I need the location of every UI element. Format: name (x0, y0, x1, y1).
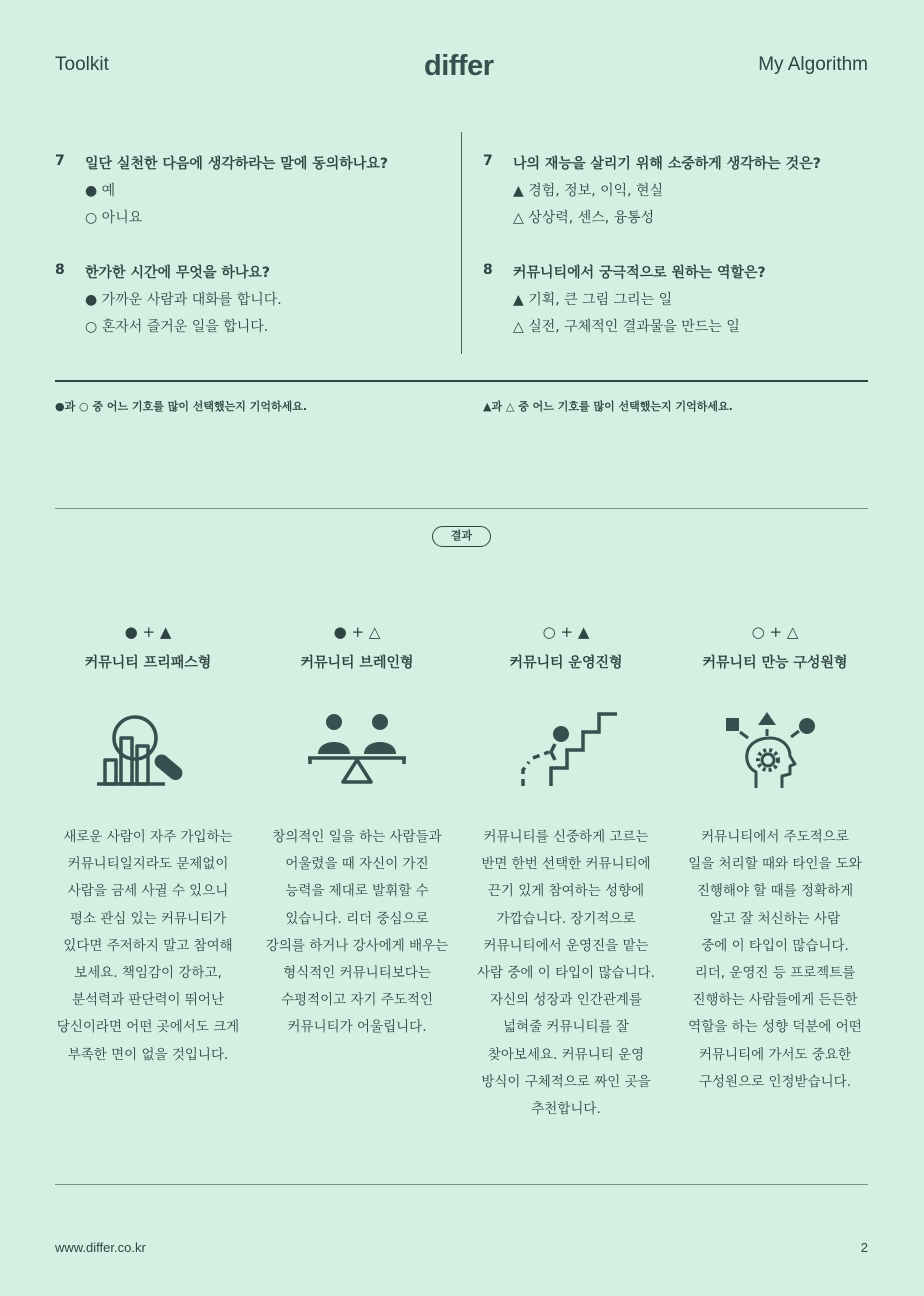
note-circles: ●과 ○ 중 어느 기호를 많이 선택했는지 기억하세요. (55, 400, 308, 413)
option-filled-triangle: ▲ 기획, 큰 그림 그리는 일 (513, 292, 673, 308)
result-description: 새로운 사람이 자주 가입하는 커뮤니티일지라도 문제없이 사람을 금세 사귈 수 있으니 평소 관심 있는 커뮤니티가 있다면 주저하지 말고 참여해 보세요. 책임감이 강하고, 분석력과 판단력이 뛰어난 당신이라면 어떤 곳에서도 크게 부족한 면이 없을 것입니다. (56, 829, 240, 1063)
footer-url[interactable]: www.differ.co.kr (55, 1240, 146, 1255)
result-title: 커뮤니티 브레인형 (300, 655, 414, 671)
people-balance-icon (302, 712, 412, 792)
result-description: 커뮤니티를 신중하게 고르는 반면 한번 선택한 커뮤니티에 끈기 있게 참여하는 성향에 가깝습니다. 장기적으로 커뮤니티에서 운영진을 맡는 사람 중에 이 타입이 많습니다. 자신의 성장과 인간관계를 넓혀줄 커뮤니티를 잘 찾아보세요. 커뮤니티 운영 방식이 구체적으로 짜인 곳을 추천합니다. (477, 829, 655, 1118)
question-right-7 (483, 153, 883, 233)
option-filled-circle: ● 가까운 사람과 대화를 합니다. (85, 292, 282, 308)
question-number: 7 (483, 153, 493, 169)
result-symbols: ● + ▲ (124, 623, 172, 641)
option-empty-triangle: △ 상상력, 센스, 융통성 (513, 210, 655, 226)
stairs-climber-icon (511, 712, 621, 792)
option-empty-triangle: △ 실전, 구체적인 결과물을 만드는 일 (513, 319, 740, 335)
result-divider (55, 508, 868, 509)
head-gear-shapes-icon (720, 712, 830, 792)
header-my-algorithm: My Algorithm (758, 54, 868, 75)
result-label: 결과 (432, 526, 491, 547)
result-symbols: ○ + △ (751, 623, 799, 641)
question-left-8 (55, 262, 455, 342)
option-filled-triangle: ▲ 경험, 정보, 이익, 현실 (513, 183, 664, 199)
option-yes: ● 예 (85, 183, 116, 199)
option-empty-circle: ○ 혼자서 즐거운 일을 합니다. (85, 319, 269, 335)
result-all-round (672, 620, 878, 1096)
question-text: 커뮤니티에서 궁극적으로 원하는 역할은? (513, 265, 766, 281)
result-title: 커뮤니티 프리패스형 (84, 655, 212, 671)
question-number: 8 (483, 262, 493, 278)
column-divider (461, 132, 462, 354)
result-description: 커뮤니티에서 주도적으로 일을 처리할 때와 타인을 도와 진행해야 할 때를 정확하게 알고 잘 처신하는 사람 중에 이 타입이 많습니다. 리더, 운영진 등 프로젝트를 진행하는 사람들에게 든든한 역할을 하는 성향 덕분에 어떤 커뮤니티에 가서도 중요한 구성원으로 인정받습니다. (688, 829, 862, 1090)
result-symbols: ● + △ (333, 623, 381, 641)
question-text: 나의 재능을 살리기 위해 소중하게 생각하는 것은? (513, 156, 821, 172)
note-triangles: ▲과 △ 중 어느 기호를 많이 선택했는지 기억하세요. (483, 400, 733, 413)
result-title: 커뮤니티 만능 구성원형 (702, 655, 848, 671)
question-text: 한가한 시간에 무엇을 하나요? (85, 265, 271, 281)
section-divider (55, 380, 868, 382)
question-left-7 (55, 153, 455, 233)
page-number: 2 (860, 1240, 868, 1255)
differ-logo: differ (424, 50, 494, 82)
result-symbols: ○ + ▲ (542, 623, 590, 641)
question-number: 8 (55, 262, 65, 278)
question-number: 7 (55, 153, 65, 169)
option-no: ○ 아니요 (85, 210, 143, 226)
result-operator (463, 620, 669, 1123)
result-brain (254, 620, 460, 1042)
result-free-pass (45, 620, 251, 1069)
result-description: 창의적인 일을 하는 사람들과 어울렸을 때 자신이 가진 능력을 제대로 발휘할 수 있습니다. 리더 중심으로 강의를 하거나 강사에게 배우는 형식적인 커뮤니티보다는 수평적이고 자기 주도적인 커뮤니티가 어울립니다. (265, 829, 449, 1036)
result-title: 커뮤니티 운영진형 (509, 655, 623, 671)
footer-divider (55, 1184, 868, 1185)
question-right-8 (483, 262, 883, 342)
magnifier-bar-chart-icon (93, 712, 203, 792)
header-toolkit: Toolkit (55, 54, 109, 75)
question-text: 일단 실천한 다음에 생각하라는 말에 동의하나요? (85, 156, 388, 172)
